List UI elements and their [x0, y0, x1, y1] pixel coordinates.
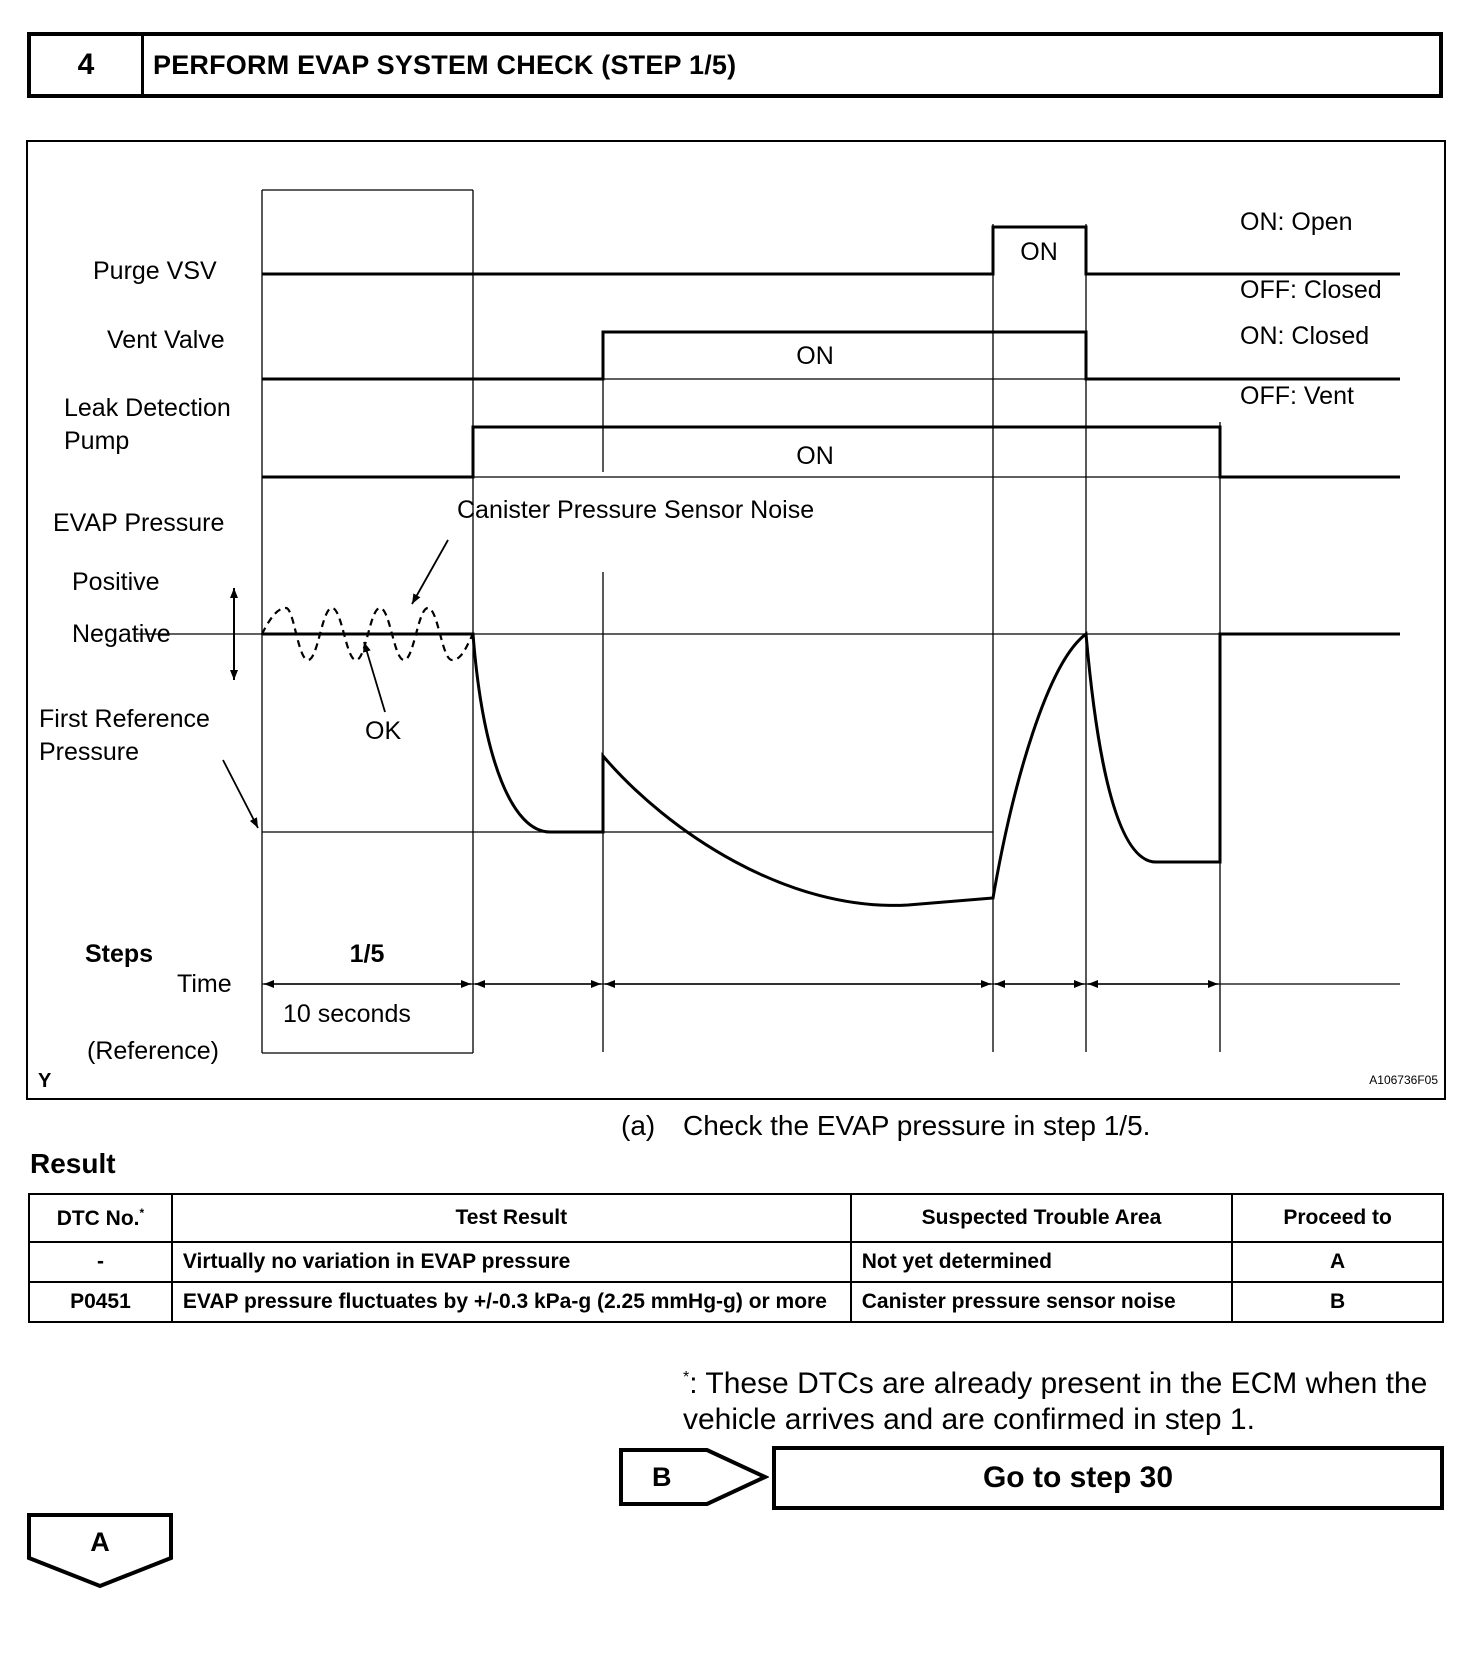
sensor-noise-label: Canister Pressure Sensor Noise [457, 496, 815, 524]
col-proceed-to: Proceed to [1232, 1194, 1443, 1242]
label-purge-vsv: Purge VSV [93, 257, 217, 285]
col-trouble-area: Suspected Trouble Area [851, 1194, 1232, 1242]
vent-on-label: ON [796, 342, 834, 370]
state-on-closed: ON: Closed [1240, 322, 1370, 350]
step-value-label: 1/5 [349, 940, 385, 968]
proceed-a-button[interactable] [27, 1513, 173, 1589]
steps-label: Steps [85, 940, 154, 968]
corner-mark: Y [38, 1070, 52, 1092]
dtc-cell: - [29, 1242, 172, 1282]
label-leak-pump-1: Leak Detection [64, 394, 231, 422]
footnote-text: : These DTCs are already present in the ECM when the vehicle arrives and are confirmed in step 1. [683, 1367, 1428, 1436]
evap-pressure-curve [262, 634, 1400, 905]
evap-timing-diagram [26, 140, 1446, 1100]
noise-leader-arrow [412, 540, 448, 604]
ok-label: OK [365, 717, 402, 745]
trouble-area-cell: Canister pressure sensor noise [851, 1282, 1232, 1322]
instruction-text: Check the EVAP pressure in step 1/5. [683, 1110, 1151, 1141]
purge-vsv-signal [262, 227, 1400, 274]
test-result-cell: EVAP pressure fluctuates by +/-0.3 kPa-g (2.25 mmHg-g) or more [172, 1282, 851, 1322]
trouble-area-cell: Not yet determined [851, 1242, 1232, 1282]
col-dtc-no: DTC No.* [29, 1194, 172, 1242]
figure-code: A106736F05 [1369, 1073, 1438, 1087]
phase-guides [603, 224, 1220, 1052]
step-header [27, 32, 1443, 98]
purge-on-label: ON [1020, 238, 1058, 266]
label-evap-pressure: EVAP Pressure [53, 509, 225, 537]
instruction [621, 1110, 1150, 1142]
instruction-label: (a) [621, 1110, 656, 1141]
ok-leader-arrow [364, 642, 385, 712]
go-to-step-link[interactable] [772, 1446, 1444, 1510]
table-row [29, 1282, 1443, 1322]
dtc-cell: P0451 [29, 1282, 172, 1322]
time-label: Time [177, 970, 232, 998]
label-first-ref-2: Pressure [39, 738, 140, 766]
step-title: PERFORM EVAP SYSTEM CHECK (STEP 1/5) [153, 49, 737, 80]
label-negative: Negative [72, 620, 171, 648]
proceed-cell: B [1232, 1282, 1443, 1322]
col-test-result: Test Result [172, 1194, 851, 1242]
go-to-step-text: Go to step 30 [982, 1461, 1174, 1494]
step-number: 4 [31, 36, 144, 94]
result-heading: Result [30, 1148, 116, 1179]
proceed-a-label: A [90, 1527, 110, 1557]
label-first-ref-1: First Reference [39, 705, 210, 733]
state-off-vent: OFF: Vent [1240, 382, 1354, 410]
test-result-cell: Virtually no variation in EVAP pressure [172, 1242, 851, 1282]
reference-label: (Reference) [87, 1037, 219, 1065]
proceed-b-button[interactable] [619, 1448, 769, 1506]
result-table [28, 1193, 1444, 1323]
proceed-b-label: B [652, 1462, 672, 1492]
footnote-mark: * [683, 1369, 690, 1386]
table-row [29, 1242, 1443, 1282]
label-positive: Positive [72, 568, 160, 596]
table-header-row [29, 1194, 1443, 1242]
state-off-closed: OFF: Closed [1240, 276, 1382, 304]
footnote [683, 1360, 1443, 1438]
pump-on-label: ON [796, 442, 834, 470]
label-leak-pump-2: Pump [64, 427, 130, 455]
duration-label: 10 seconds [283, 1000, 411, 1028]
first-ref-leader-arrow [223, 760, 258, 828]
proceed-cell: A [1232, 1242, 1443, 1282]
label-vent-valve: Vent Valve [107, 326, 225, 354]
timing-diagram-svg [28, 142, 1448, 1102]
state-on-open: ON: Open [1240, 208, 1353, 236]
